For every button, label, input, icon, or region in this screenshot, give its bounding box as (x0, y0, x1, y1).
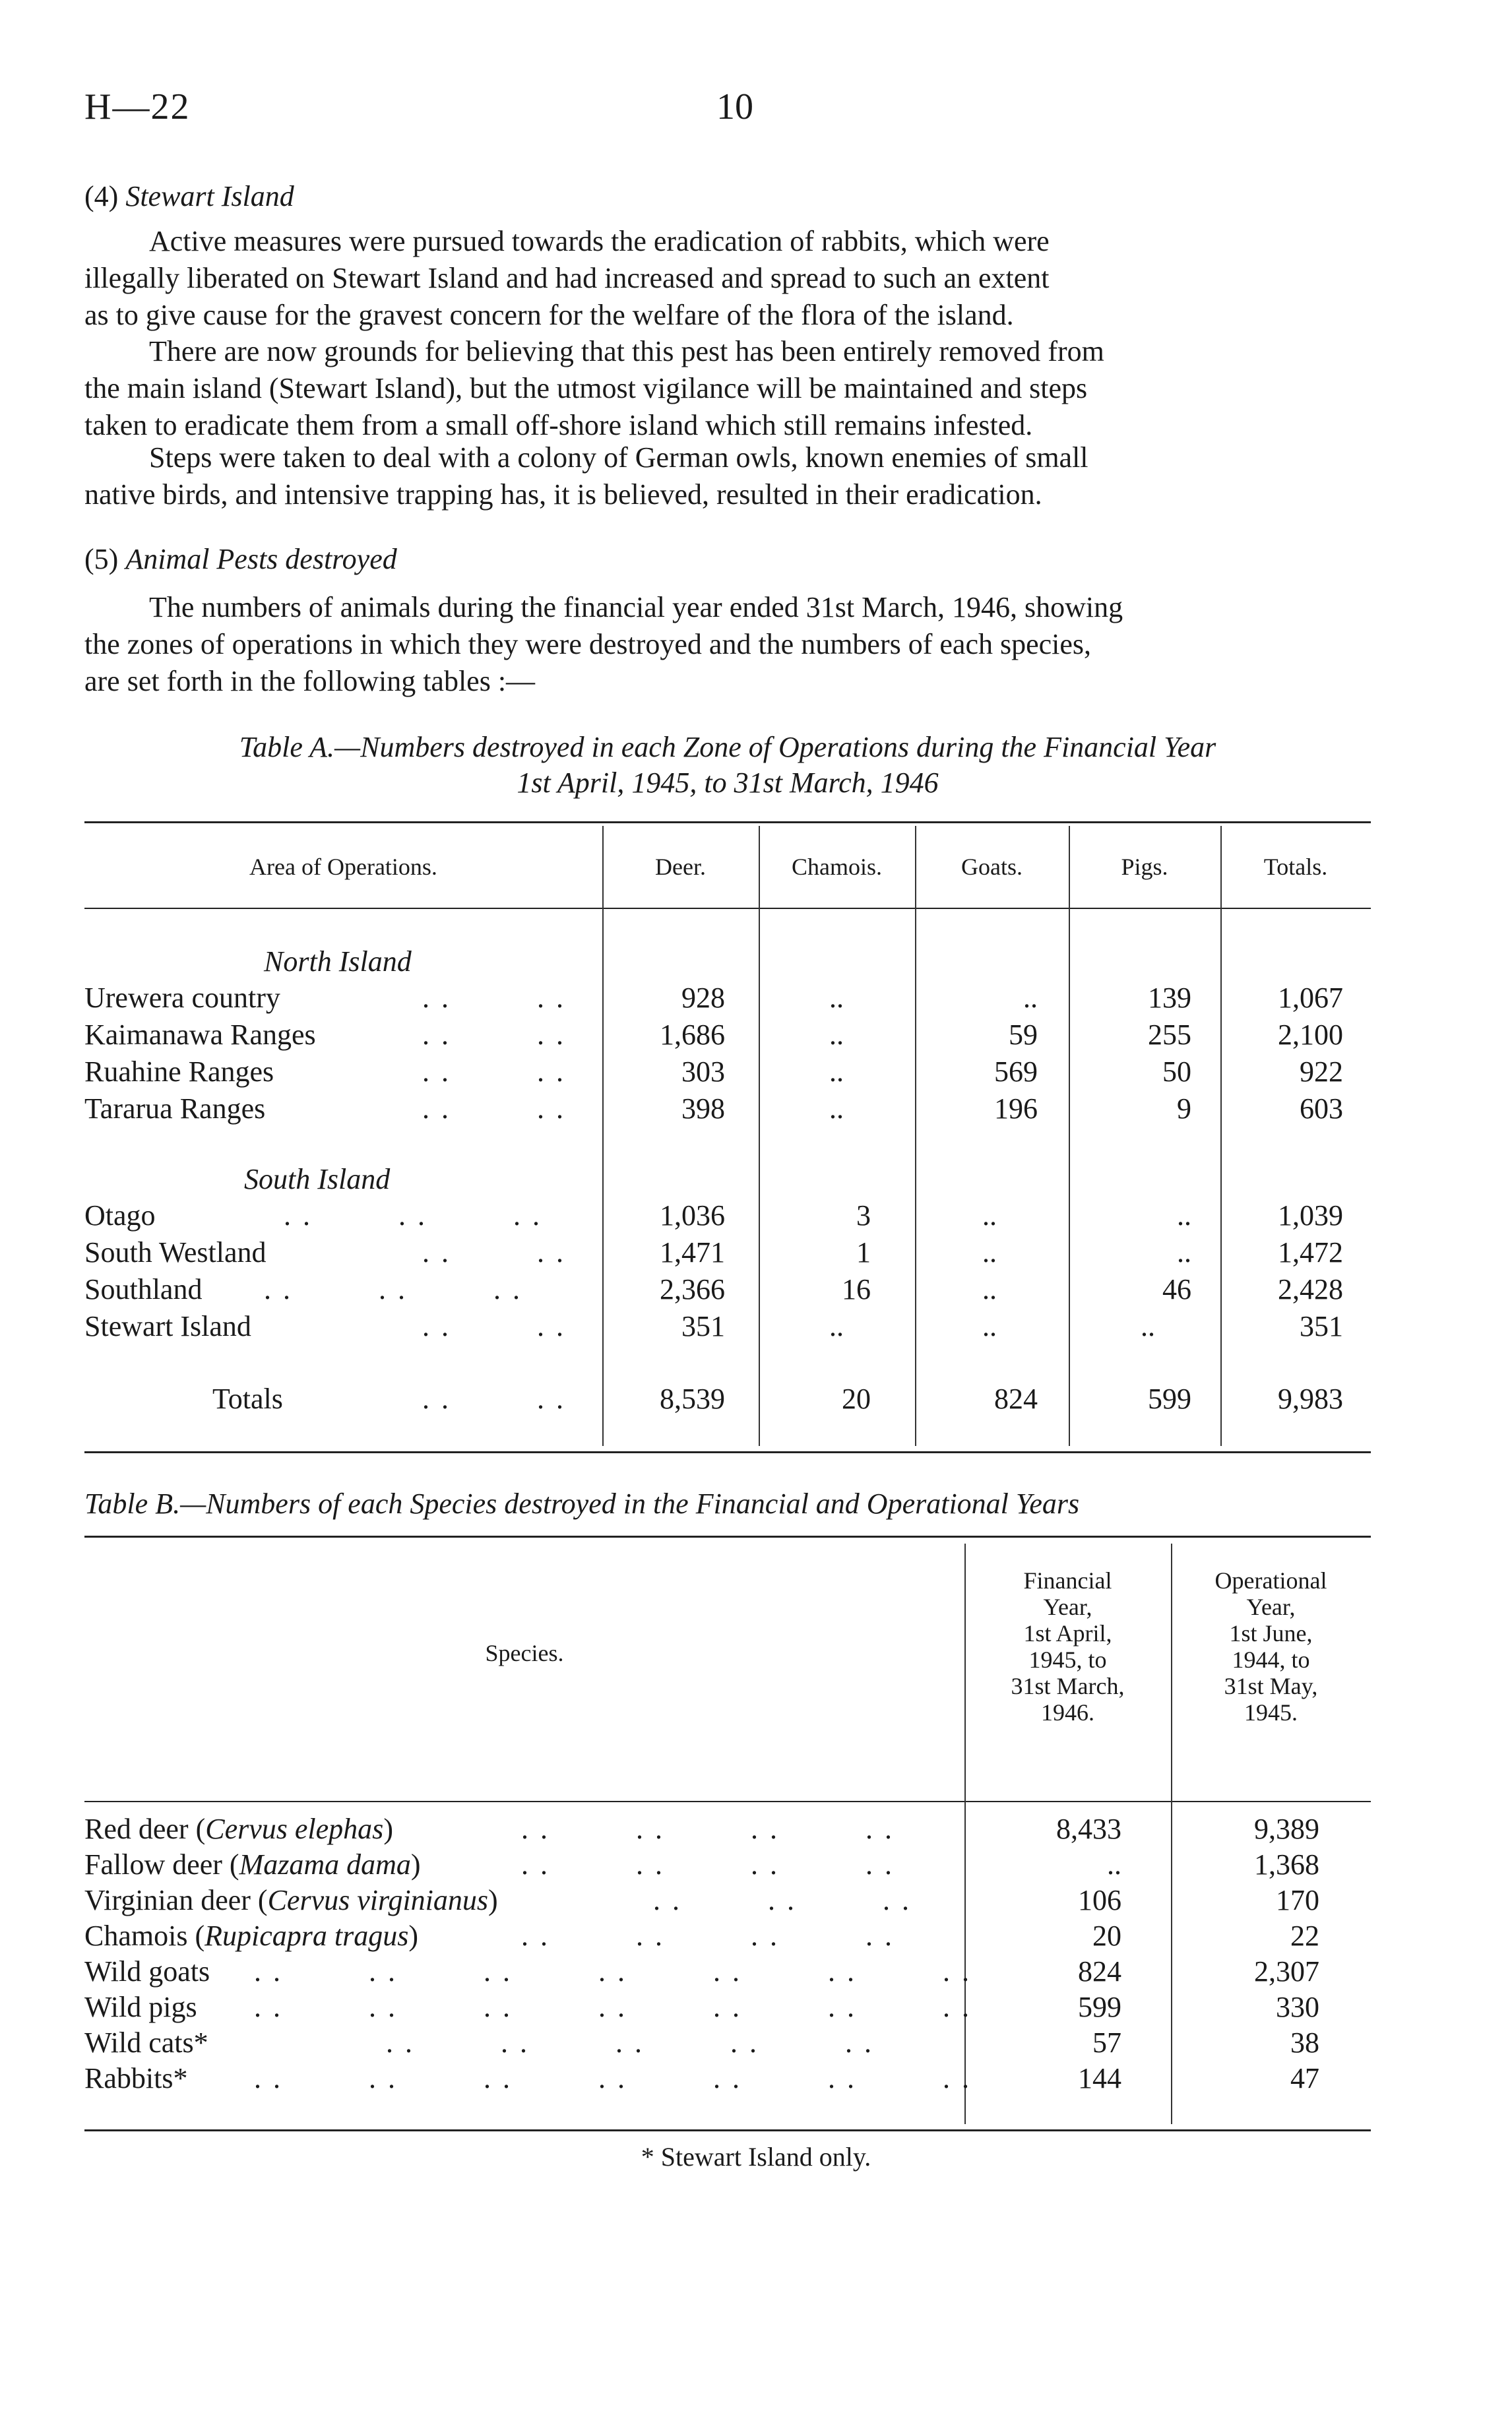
area-name: Otago (84, 1199, 156, 1232)
text-line: are set forth in the following tables :— (84, 665, 536, 697)
text-line: native birds, and intensive trapping has, it is believed, resulted in their eradication. (84, 478, 1042, 511)
operational-year-count: 330 (1276, 1991, 1319, 2023)
table-b-bottom-rule (84, 2129, 1371, 2131)
table-row: Wild goats .. .. .. .. .. .. .. 824 2,307 (84, 1955, 1319, 1988)
text-line: illegally liberated on Stewart Island and had increased and spread to such an extent (84, 262, 1050, 294)
text-line: as to give cause for the gravest concern for the welfare of the flora of the island. (84, 299, 1014, 331)
table-b-footnote: * Stewart Island only. (641, 2142, 871, 2172)
table-a-header-deer: Deer. (655, 854, 706, 880)
table-b-header-species: Species. (485, 1640, 564, 1666)
table-a-caption-line-2: 1st April, 1945, to 31st March, 1946 (517, 767, 939, 799)
chamois-count: .. (829, 1092, 844, 1125)
text-line: the zones of operations in which they were destroyed and the numbers of each species, (84, 628, 1092, 660)
goats-count: .. (982, 1310, 997, 1342)
deer-count: 398 (681, 1092, 725, 1125)
totals-label: Totals (212, 1383, 283, 1415)
pigs-count: .. (1177, 1236, 1191, 1269)
financial-year-count: 824 (1078, 1955, 1121, 1988)
section-4-title: Stewart Island (125, 180, 294, 212)
header-line: 1st April, (1023, 1620, 1112, 1647)
pigs-count: .. (1177, 1199, 1191, 1232)
goats-count: 196 (994, 1092, 1038, 1125)
table-a-column-divider (759, 826, 760, 1446)
row-total: 1,472 (1278, 1236, 1343, 1269)
section-5-number: (5) (84, 543, 119, 575)
table-a-column-divider (1069, 826, 1070, 1446)
section-5-heading (84, 542, 397, 576)
operational-year-count: 2,307 (1254, 1955, 1319, 1988)
table-row: Tararua Ranges .. .. 398 .. 196 9 603 (84, 1092, 1343, 1125)
species-name: Wild pigs (84, 1991, 197, 2023)
area-name: Stewart Island (84, 1310, 251, 1342)
table-a-header-rule (84, 908, 1371, 909)
species-name: Virginian deer (Cervus virginianus) (84, 1884, 498, 1916)
deer-count: 928 (681, 982, 725, 1014)
financial-year-count: 8,433 (1056, 1813, 1121, 1845)
table-a-top-rule (84, 821, 1371, 823)
operational-year-count: 22 (1290, 1920, 1319, 1952)
table-row: Wild pigs .. .. .. .. .. .. .. 599 330 (84, 1991, 1319, 2023)
table-row: Southland .. .. .. 2,366 16 .. 46 2,428 (84, 1273, 1343, 1305)
species-name: Fallow deer (Mazama dama) (84, 1848, 421, 1881)
latin-name: Cervus elephas (205, 1813, 384, 1845)
row-total: 603 (1300, 1092, 1343, 1125)
deer-count: 303 (681, 1055, 725, 1088)
deer-count: 1,471 (660, 1236, 725, 1269)
section-4-paragraph-3 (84, 439, 1371, 513)
document-series-code: H—22 (84, 86, 191, 127)
table-a-totals-row: Totals .. .. 8,539 20 824 599 9,983 (212, 1383, 1343, 1415)
goats-count: .. (982, 1273, 997, 1305)
south-island-subheading: South Island (244, 1163, 391, 1195)
section-5-paragraph-1 (84, 589, 1371, 700)
text-line: Steps were taken to deal with a colony of German owls, known enemies of small (149, 441, 1088, 474)
text-line: the main island (Stewart Island), but the utmost vigilance will be maintained and steps (84, 372, 1088, 404)
operational-year-count: 38 (1290, 2026, 1319, 2059)
header-line: Financial (1023, 1567, 1112, 1594)
financial-year-count: 20 (1092, 1920, 1121, 1952)
financial-year-count: 57 (1092, 2026, 1121, 2059)
goats-count: .. (982, 1199, 997, 1232)
header-line: 1st June, (1229, 1620, 1313, 1647)
table-a-header-chamois: Chamois. (791, 854, 882, 880)
operational-year-count: 47 (1290, 2062, 1319, 2094)
pigs-count: 139 (1148, 982, 1191, 1014)
text-line: The numbers of animals during the financial year ended 31st March, 1946, showing (149, 591, 1123, 623)
section-4-paragraph-1 (84, 223, 1371, 334)
row-total: 2,100 (1278, 1019, 1343, 1051)
header-line: 1944, to (1232, 1647, 1310, 1673)
header-line: 1946. (1041, 1699, 1094, 1726)
text-line: taken to eradicate them from a small off-shore island which still remains infested. (84, 409, 1033, 441)
area-name: Southland (84, 1273, 203, 1305)
pigs-total: 599 (1148, 1383, 1191, 1415)
latin-name: Cervus virginianus (267, 1884, 489, 1916)
chamois-count: .. (829, 982, 844, 1014)
section-4-paragraph-2 (84, 333, 1371, 444)
table-row: Urewera country .. .. 928 .. .. 139 1,067 (84, 982, 1343, 1014)
species-name: Wild goats (84, 1955, 210, 1988)
header-line: Operational (1214, 1567, 1327, 1594)
table-a-header-area: Area of Operations. (249, 854, 437, 880)
table-a-header-pigs: Pigs. (1121, 854, 1168, 880)
section-4-number: (4) (84, 180, 119, 212)
table-a-column-divider (915, 826, 916, 1446)
financial-year-count: 599 (1078, 1991, 1121, 2023)
table-row: South Westland .. .. 1,471 1 .. .. 1,472 (84, 1236, 1343, 1269)
table-a-bottom-rule (84, 1451, 1371, 1453)
header-line: 31st May, (1224, 1673, 1318, 1699)
table-a-header-totals: Totals. (1263, 854, 1328, 880)
table-row: Virginian deer (Cervus virginianus) .. .. .. 106 170 (84, 1884, 1319, 1916)
section-4-heading (84, 179, 294, 213)
pigs-count: 9 (1177, 1092, 1191, 1125)
table-b-header-financial (964, 1567, 1171, 1726)
header-line: Year, (1246, 1594, 1296, 1620)
area-name: South Westland (84, 1236, 267, 1269)
area-name: Kaimanawa Ranges (84, 1019, 316, 1051)
header-line: 1945, to (1028, 1647, 1107, 1673)
species-name: Wild cats* (84, 2026, 208, 2059)
goats-count: .. (982, 1236, 997, 1269)
financial-year-count: .. (1107, 1848, 1121, 1881)
table-row: Ruahine Ranges .. .. 303 .. 569 50 922 (84, 1055, 1343, 1088)
table-row: Stewart Island .. .. 351 .. .. .. 351 (84, 1310, 1343, 1342)
text-line: There are now grounds for believing that this pest has been entirely removed from (149, 335, 1104, 367)
table-a-header-goats: Goats. (961, 854, 1023, 880)
pigs-count: 46 (1162, 1273, 1191, 1305)
chamois-count: 16 (842, 1273, 871, 1305)
deer-count: 351 (681, 1310, 725, 1342)
operational-year-count: 9,389 (1254, 1813, 1319, 1845)
header-line: 31st March, (1011, 1673, 1125, 1699)
chamois-total: 20 (842, 1383, 871, 1415)
row-total: 1,039 (1278, 1199, 1343, 1232)
chamois-count: 3 (856, 1199, 871, 1232)
chamois-count: .. (829, 1310, 844, 1342)
goats-count: 59 (1009, 1019, 1038, 1051)
financial-year-count: 106 (1078, 1884, 1121, 1916)
north-island-subheading: North Island (264, 945, 412, 978)
pigs-count: .. (1141, 1310, 1155, 1342)
table-row: Kaimanawa Ranges .. .. 1,686 .. 59 255 2,100 (84, 1019, 1343, 1051)
pigs-count: 50 (1162, 1055, 1191, 1088)
table-a-caption-line-1: Table A.—Numbers destroyed in each Zone of Operations during the Financial Year (239, 731, 1216, 763)
goats-count: .. (1023, 982, 1038, 1014)
table-a-column-divider (1220, 826, 1222, 1446)
latin-name: Rupicapra tragus (205, 1920, 409, 1952)
table-b-caption: Table B.—Numbers of each Species destroyed in the Financial and Operational Years (84, 1488, 1080, 1520)
section-5-title: Animal Pests destroyed (125, 543, 397, 575)
header-line: Year, (1043, 1594, 1092, 1620)
deer-total: 8,539 (660, 1383, 725, 1415)
row-total: 1,067 (1278, 982, 1343, 1014)
table-row: Red deer (Cervus elephas) .. .. .. .. 8,433 9,389 (84, 1813, 1319, 1845)
table-row: Chamois (Rupicapra tragus) .. .. .. .. 20 22 (84, 1920, 1319, 1952)
goats-total: 824 (994, 1383, 1038, 1415)
financial-year-count: 144 (1078, 2062, 1121, 2094)
pigs-count: 255 (1148, 1019, 1191, 1051)
text-line: Active measures were pursued towards the eradication of rabbits, which were (149, 225, 1050, 257)
header-line: 1945. (1244, 1699, 1298, 1726)
table-row: Rabbits* .. .. .. .. .. .. .. 144 47 (84, 2062, 1319, 2094)
chamois-count: .. (829, 1055, 844, 1088)
table-b-header-rule (84, 1801, 1371, 1802)
table-a-column-divider (602, 826, 604, 1446)
species-name: Chamois (Rupicapra tragus) (84, 1920, 418, 1952)
table-row: Fallow deer (Mazama dama) .. .. .. .. .. 1,368 (84, 1848, 1319, 1881)
species-name: Red deer (Cervus elephas) (84, 1813, 393, 1845)
area-name: Urewera country (84, 982, 280, 1014)
deer-count: 1,686 (660, 1019, 725, 1051)
table-row: Otago .. .. .. 1,036 3 .. .. 1,039 (84, 1199, 1343, 1232)
row-total: 351 (1300, 1310, 1343, 1342)
table-b-top-rule (84, 1536, 1371, 1538)
latin-name: Mazama dama (239, 1848, 411, 1881)
species-name: Rabbits* (84, 2062, 188, 2094)
deer-count: 2,366 (660, 1273, 725, 1305)
row-total: 2,428 (1278, 1273, 1343, 1305)
operational-year-count: 1,368 (1254, 1848, 1319, 1881)
grand-total: 9,983 (1278, 1383, 1343, 1415)
table-b-header-operational (1171, 1567, 1371, 1726)
deer-count: 1,036 (660, 1199, 725, 1232)
chamois-count: 1 (856, 1236, 871, 1269)
area-name: Ruahine Ranges (84, 1055, 274, 1088)
table-a-caption (84, 730, 1371, 801)
goats-count: 569 (994, 1055, 1038, 1088)
row-total: 922 (1300, 1055, 1343, 1088)
operational-year-count: 170 (1276, 1884, 1319, 1916)
table-row: Wild cats* .. .. .. .. .. 57 38 (84, 2026, 1319, 2059)
chamois-count: .. (829, 1019, 844, 1051)
area-name: Tararua Ranges (84, 1092, 266, 1125)
page-number: 10 (716, 86, 753, 127)
